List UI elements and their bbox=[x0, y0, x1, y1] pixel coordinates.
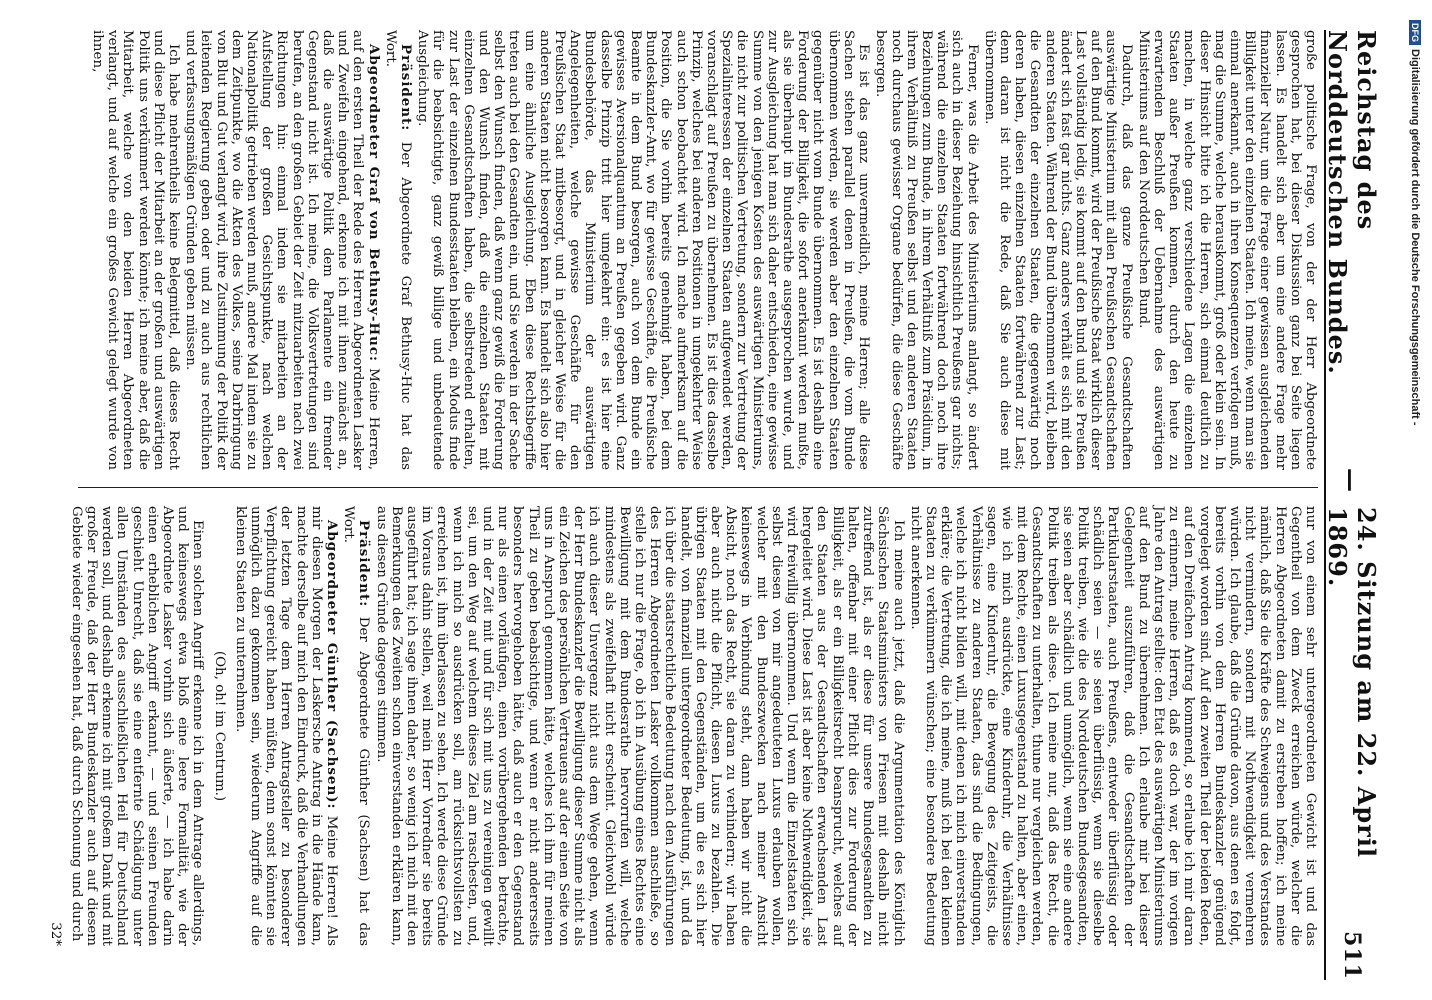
speaker-label: Abgeordneter Günther (Sachsen): bbox=[324, 520, 340, 810]
interjection: (Oh, oh! im Centrum.) bbox=[211, 650, 227, 802]
page-header bbox=[1323, 30, 1381, 980]
speaker-label: Abgeordneter Graf von Bethusy-Huc: bbox=[365, 44, 382, 362]
header-rule bbox=[1324, 30, 1326, 980]
stamp-text: Digitalisierung gefördert durch die Deutsche Forschungsgemeinschaft - bbox=[1409, 49, 1421, 426]
header-dash: — bbox=[1337, 468, 1367, 494]
speaker-paragraph bbox=[341, 506, 371, 946]
speaker-paragraph bbox=[183, 30, 381, 470]
catchword: 32* bbox=[47, 922, 63, 946]
paragraph: Ferner, was die Arbeit des Ministeriums anlangt, so ändert sich auch in dieser Beziehung hinsichtlich Preußens gar nichts; während die einzelnen Staaten fortwährend doch noch ihre Beziehungen zum Bunde, in ihrem Verhältniß zum Präsidium, in ihrem Verhältniß zu Preußen selbst und den anderen Staaten noch durchaus gewisser Organe bedürfen, die diese Geschäfte besorgen. bbox=[873, 30, 980, 470]
left-column bbox=[68, 30, 1318, 470]
paragraph-continued: nur von einem sehr untergeordneten Gewicht ist und das Gegentheil von dem Zweck erreichen würde, welcher die Herren Abgeordneten damit zu erstreben hoffen; ich meine nämlich, daß Sie die Kräfte des Schweigens und des Verstandes nicht vermindern, sondern mit Nothwendigkeit vermehren würden. Ich glaube, daß die Gründe davon, aus denen es folgt, bereits vorhin von dem Herren Bundeskanzler genügend vorgelegt worden sind. Auf den zweiten Theil der beiden Reden, auf den Dreifachen Antrag kommend, so erlaube ich mir daran zu erinnern, meine Herren, daß es doch war, der im vorigen Jahre den Antrag stellte: den Etat des auswärtigen Ministeriums auf den Bund zu übernehmen. Ich erlaube mir bei dieser Gelegenheit auszuführen, daß die Gesandtschaften der Partikularstaaten, auch Preußens, entweder überflüssig oder schädlich seien — sie seien überflüssig, wenn sie dieselbe Politik treiben, wie die des Norddeutschen Bundesgesandten, sie seien aber schädlich und unmöglich, wenn sie eine andere Politik treiben als diese. Ich meine nur, daß das Recht, die Gesandtschaften zu unterhalten, thune nur vergleichen werden, mit dem Rechte, einen Luxusgegenstand zu halten, aber einen, wie ich mich ausdrückte, eine Kinderuhr, die Verhältnisse sagen, eine Kinderuhr, die Bewegung des Zeitgeists, die Verhältnisse zu anderen Staaten, das sind die Bedingungen, welche ich nicht bilden will, mit denen ich mich einverstanden erkläre; die Vertretung, die ich meine, muß ich bei den kleinen Staaten zu verkümmern wünschen; eine besondere Bedeutung nicht anerkennen. bbox=[907, 506, 1318, 946]
paragraph: Dadurch, daß das ganze Preußische Gesandtschaften auswärtige Ministerium mit allen Preußischen Gesandtschaften auf den Bund kommt, wird der Preußische Staat wirklich dieser Last vollständig ledig, sie kommt auf den Bund und sie Preußen ändert sich fast gar nichts. Ganz anders verhält es sich mit den anderen Staaten. Während der Bund übernommen wird, bleiben die Gesandten der einzelnen Staaten, die gegenwärtig noch deren haben, diesen einzelnen Staaten fortwährend zur Last; denn daran ist nicht die Rede, daß Sie auch diese mit übernommen. bbox=[981, 30, 1134, 470]
speaker-label: Präsident: bbox=[398, 44, 415, 132]
digitization-stamp bbox=[1404, 20, 1426, 990]
paragraph: Es ist das ganz unvermeidlich, meine Herren; alle diese Sachen stehen parallel denen in Preußen, die vom Bunde übernommen werden, sie werden aber den einzelnen Staaten gegenüber nicht vom Bunde übernommen. Es ist deshalb eine Forderung der Billigkeit, die sofort anerkannt werden mußte, als sie überhaupt im Bundesrathe ausgesprochen wurde, und zur Ausgleichung hat man sich daher entschieden, eine gewisse Summe von den jenigen Kosten des auswärtigen Ministeriums, die nicht zur politischen Vertretung, sondern zur Vertretung der Spezialinteressen der einzelnen Staaten aufgewendet werden, voranschlagt auf Preußen zu übernehmen. Es ist dies dasselbe Prinzip, welches bei anderen Positionen in umgekehrter Weise auch schon beobachtet wird. Ich mache aufmerksam auf die Position, die Sie vorhin bereits genehmigt haben, bei dem Bundeskanzler-Amt, wo für gewisse Geschäfte, die Preußische Beamte in dem Bund besorgen, auch von dem Bunde ein gewisses Aversionalquantum an Preußen gegeben wird. Ganz dasselbe Prinzip tritt hier umgekehrt ein: es ist hier eine Bundesbehörde, das Ministerium der auswärtigen Angelegenheiten, welche gewisse Geschäfte für den Preußischen Staat mitbesorgt, und in gleicher Weise für die anderen Staaten nicht besorgen kann. Es handelt sich also hier um eine ähnliche Ausgleichung. Eben diese Rechtsbegriffe treten auch bei den Gesandten ein, und Sie werden in der Sache selbst den Wunsch finden, daß wenn ganz gewiß die Forderung und den Wunsch finden, daß die einzelnen Staaten mit einzelnen Gesandtschaften haben, die selbstredend erhalten, zur Last der einzelnen Bundesstaaten bleiben, ein Modus finde für die beabsichtigte, ganz gewiß billige und unbedeutende Ausgleichung. bbox=[415, 30, 872, 470]
header-session: 24. Sitzung am 22. April 1869. bbox=[1323, 507, 1381, 859]
paragraph: Ich habe mehrentheils keine Belegmittel, daß dieses Recht und diese Pflicht der Mitarbeit an der großen und auswärtigen Politik uns verkümmert werden könnte; ich meine aber, daß die Mitarbeit, welche von den beiden Herren Abgeordneten verlangt, und auf welche ein großes Gewicht gelegt wurde von ihnen, bbox=[89, 30, 181, 470]
paragraph: Ich meine auch jetzt, daß die Argumentation des Königlich Sächsischen Staatsministers von Friesen mit deshalb nicht zutreffend ist, als er diese für unsere Bundesgesandten zu halten, offenbar mit einer Pflicht dies zur Forderung der Billigkeit, als er ein Billigkeitsrecht beansprucht, welches auf den Staaten aus der Gesandtschaften erwachsenden Last hergeleitet wird. Diese Last ist aber keine Nothwendigkeit, sie wird freiwillig übernommen. Und wenn die Einzelstaaten sich selbst diesen von mir angedeuteten Luxus erlauben wollen, welcher mit den Bundeszwecken nach meiner Ansicht keineswegs in Verbindung steht, dann haben wir nicht die Absicht, noch das Recht, sie daran zu verhindern; wir haben aber auch nicht die Pflicht, diesen Luxus zu bezahlen. Die übrigen Staaten mit den Gegenständen, um die es sich hier handelt, von finanziell untergeordneter Bedeutung, ist, und da ich über die staatsrechtliche Bedeutung nach den Ausführungen des Herren Abgeordneten Lasker vollkommen anschließe, so stelle ich nur die Frage, ob ich in Ausübung eines Rechtes eine Bewilligung mit dem Bundesrathe hervorrufen will, welche mindestens als zweifelhaft nicht erscheint. Gleichwohl würde ich auch dieser Unvergenz nicht aus dem Wege gehen, wenn der Herr Bundeskanzler die Bewilligung dieser Summe nicht als ein Zeichen des persönlichen Vertrauens auf der einen Seite von uns in Anspruch genommen hätte, welches ich ihm für meinen Theil zu geben beabsichtige, und wenn er nicht andererseits besonders hervorgehoben hätte, daß auch er den Gegenstand nur als einen vorläufigen, einen vorübergehenden betrachte, und in der Zeit mit und für sich mit uns zu vereinigen gewillt sei, um den Weg auf welchem dieses Ziel am raschesten, und, wenn ich mich so ausdrücken soll, am rücksichtsvollsten zu erreichen ist, ihm überlassen zu sehen. Ich werde diese Gründe im Voraus dahin stellen, weil mein Herr Vorredner sie bereits ausgeführt hat; ich sage ihnen daher, so wenig ich mich mit den Bemerkungen des Zweiten schon einverstanden erklären kann, aus diesen Gründe dagegen stimmen. bbox=[373, 506, 906, 946]
speaker-label: Präsident: bbox=[356, 520, 373, 608]
speech-text: Der Abgeordnete Graf Bethusy-Huc hat das Wort. bbox=[382, 30, 414, 470]
speech-text: Meine Herren! Als mir diesen Morgen der Laskersche Antrag in die Hände kam, machte derselbe auf mich den Eindruck, daß die Verhandlungen der letzten Tage dem Herren Antragsteller zu besonderer Verpflichtung gereicht haben müßten, denn sonst könnten sie unmöglich dazu gekommen sein, wiederum Angriffe auf die kleinen Staaten zu unternehmen. bbox=[232, 506, 339, 947]
newspaper-page bbox=[47, 30, 1381, 980]
header-title: Reichstag des Norddeutschen Bundes. bbox=[1323, 30, 1381, 375]
speaker-paragraph bbox=[233, 506, 339, 946]
dfg-badge: DFG bbox=[1409, 20, 1421, 45]
paragraph-continued: große politische Frage, von der der Herr Abgeordnete gesprochen hat, bei dieser Diskussion ganz bei Seite liegen lassen. Es handelt sich aber um eine andere Frage mehr finanzieller Natur, um die Frage einer gewissen ausgleichenden Billigkeit unter den einzelnen Staaten. Ich meine, wenn man sie einmal anerkannt, auch in ihren Konsequenzen verfolgen muß, mag die Summe, welche herauskommt, groß oder klein sein. In dieser Hinsicht bitte ich die Herren, sich einmal deutlich zu machen, in welche ganz verschiedene Lagen die einzelnen Staaten außer Preußen kommen, durch den heute zu erwartenden Beschluß der Uebernahme des auswärtigen Ministeriums auf den Norddeutschen Bund. bbox=[1135, 30, 1318, 470]
page-number: 511 bbox=[1339, 931, 1365, 980]
speaker-paragraph bbox=[383, 30, 413, 470]
column-divider bbox=[78, 487, 1318, 488]
paragraph: Einen solchen Angriff erkenne ich in dem Antrage allerdings, und keineswegs etwa bloß eine leere Formalität, wie der Abgeordnete Lasker vorhin sich äußerte, — ich habe darin einen erheblichen Angriff erkannt, — und seinen Freunden geschieht Unrecht, daß sie eine entfernte Schädigung unter allen Umständen des ausschließlichen Heil für Deutschland werden soll, und deshalb erkenne ich mit großem Dank und mit großer Freude, daß der Herr Bundeskanzler auch auf diesem Gebiete wieder eingesehen hat, daß durch Schonung und durch bbox=[68, 506, 206, 946]
right-column bbox=[47, 506, 1318, 947]
speech-text: Der Abgeordnete Günther (Sachsen) hat das Wort. bbox=[341, 506, 372, 946]
speech-text: Meine Herren, auf den ersten Theil der Rede des Herren Abgeordneten Lasker und Zweifeln eingehend, erkenne ich mit ihnen zunächst an, daß die auswärtige Politik dem Parlamente ein fremder Gegenstand nicht ist. Ich meine, die Volksvertretungen sind berufen, an den großen Gebiet der Zeit mitzuarbeiten nach zwei Richtungen hin: einmal indem sie mitarbeiten an der Aufstellung der großen Gesichtspunkte, nach welchen Nationalpolitik getrieben werden muß, andere Mal indem sie zu dem Zeitpunkte, wo die Akten des Volkes, seine Darbringung von Blut und Gut verlangt wird, ihre Zustimmung der Politik der leitenden Regierung geben oder und zu auch aus rechtlichen und verfassungsmäßigen Gründen geben müssen. bbox=[183, 30, 381, 471]
